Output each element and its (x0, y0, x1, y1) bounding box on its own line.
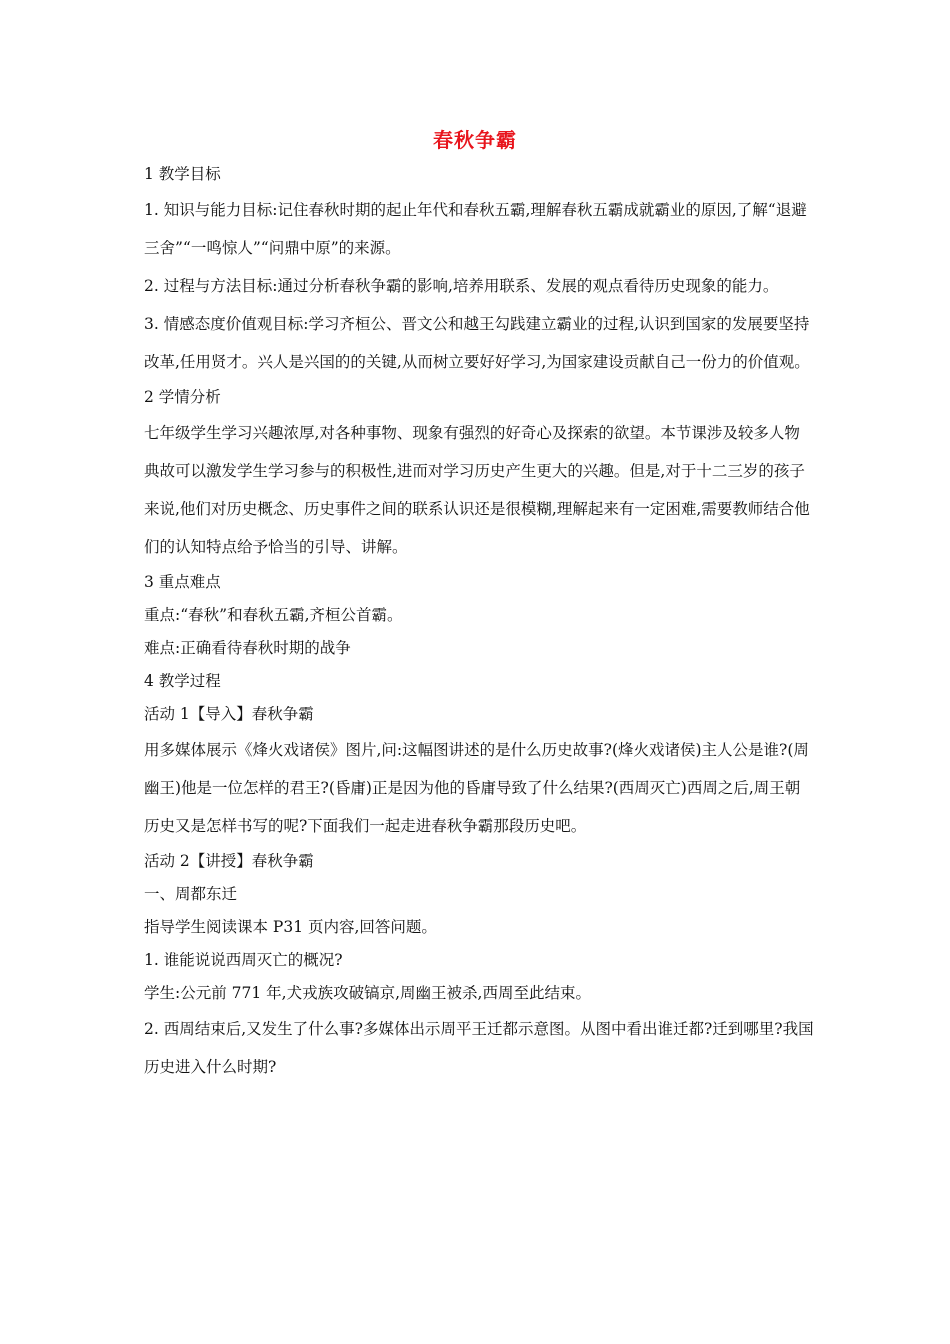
paragraph: 重点:“春秋”和春秋五霸,齐桓公首霸。 (144, 606, 403, 624)
section-heading: 4 教学过程 (144, 672, 221, 690)
activity-heading: 活动 2【讲授】春秋争霸 (144, 852, 314, 870)
paragraph: 难点:正确看待春秋时期的战争 (144, 639, 351, 657)
paragraph: 3. 情感态度价值观目标:学习齐桓公、晋文公和越王勾践建立霸业的过程,认识到国家的发展要坚持改革,任用贤才。兴人是兴国的的关键,从而树立要好好学习,为国家建设贡献自己一份力的价值观。 (144, 315, 810, 371)
document-title: 春秋争霸 (433, 128, 517, 152)
paragraph: 2. 过程与方法目标:通过分析春秋争霸的影响,培养用联系、发展的观点看待历史现象的能力。 (144, 277, 779, 295)
section-heading: 2 学情分析 (144, 388, 221, 406)
section-heading: 3 重点难点 (144, 573, 221, 591)
section-heading: 1 教学目标 (144, 165, 221, 183)
paragraph: 2. 西周结束后,又发生了什么事?多媒体出示周平王迁都示意图。从图中看出谁迁都?迁到哪里?我国历史进入什么时期? (144, 1020, 814, 1076)
paragraph: 七年级学生学习兴趣浓厚,对各种事物、现象有强烈的好奇心及探索的欲望。本节课涉及较多人物典故可以激发学生学习参与的积极性,进而对学习历史产生更大的兴趣。但是,对于十二三岁的孩子来说,他们对历史概念、历史事件之间的联系认识还是很模糊,理解起来有一定困难,需要教师结合他们的认知特点给予恰当的引导、讲解。 (144, 424, 810, 556)
paragraph: 学生:公元前 771 年,犬戎族攻破镐京,周幽王被杀,西周至此结束。 (144, 984, 591, 1002)
paragraph: 1. 知识与能力目标:记住春秋时期的起止年代和春秋五霸,理解春秋五霸成就霸业的原因,了解“退避三舍”“一鸣惊人”“问鼎中原”的来源。 (144, 201, 807, 257)
paragraph: 1. 谁能说说西周灭亡的概况? (144, 951, 343, 969)
subsection-heading: 一、周都东迁 (144, 885, 238, 903)
document-body (144, 158, 814, 1086)
paragraph: 用多媒体展示《烽火戏诸侯》图片,问:这幅图讲述的是什么历史故事?(烽火戏诸侯)主人公是谁?(周幽王)他是一位怎样的君王?(昏庸)正是因为他的昏庸导致了什么结果?(西周灭亡)西周之后,周王朝历史又是怎样书写的呢?下面我们一起走进春秋争霸那段历史吧。 (144, 741, 809, 835)
paragraph: 指导学生阅读课本 P31 页内容,回答问题。 (144, 918, 437, 936)
activity-heading: 活动 1【导入】春秋争霸 (144, 705, 314, 723)
